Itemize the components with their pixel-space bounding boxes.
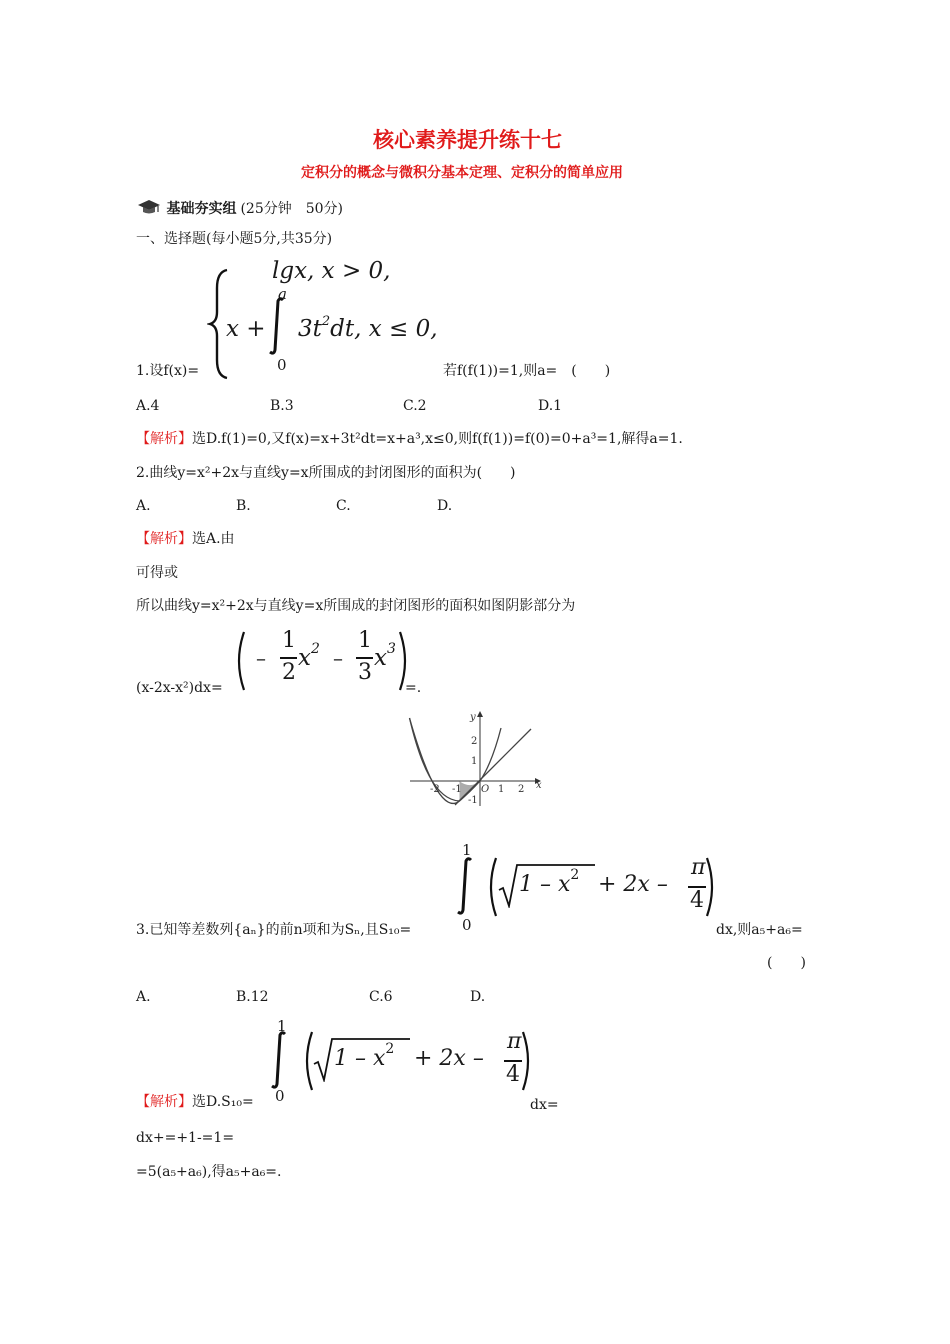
q1-case2-body-text: 3t <box>298 316 322 342</box>
integral-sign-icon <box>268 1030 290 1090</box>
q2-option-b[interactable]: B. <box>236 498 251 514</box>
q3-lparen <box>484 856 498 918</box>
q3-analysis-line3: =5(a₅+a₆),得a₅+a₆=. <box>136 1164 282 1180</box>
q3-paren: ( ) <box>767 955 806 971</box>
q2-left-paren <box>232 630 246 692</box>
q1-analysis <box>136 430 683 448</box>
q2-minus-1: – <box>256 646 266 670</box>
q2-origin: O <box>481 784 490 795</box>
integral-sign-icon <box>454 856 476 916</box>
q3-analysis-dx: dx= <box>530 1097 559 1113</box>
q1-option-b[interactable]: B.3 <box>270 398 294 414</box>
q3-option-b[interactable]: B.12 <box>236 989 269 1005</box>
q2-minus-2: – <box>333 646 343 670</box>
q3-analysis-line2: dx+=+1-=1= <box>136 1130 235 1146</box>
page-subtitle: 定积分的概念与微积分基本定理、定积分的简单应用 <box>301 165 623 181</box>
q2-line2: 可得或 <box>136 565 178 581</box>
q3-a-int-lower: 0 <box>275 1087 285 1105</box>
q2-option-a[interactable]: A. <box>136 498 151 514</box>
q3-analysis <box>136 1093 254 1111</box>
q3-pi: π <box>691 855 706 880</box>
q3-option-a[interactable]: A. <box>136 989 151 1005</box>
q1-option-d[interactable]: D.1 <box>538 398 563 414</box>
q2-expr-suffix: =. <box>405 680 422 696</box>
q2-analysis-tag: 【解析】 <box>136 531 192 547</box>
q2-ytick-neg1: -1 <box>468 795 478 806</box>
q1-case2-pre: x + <box>226 316 266 342</box>
q3-a-sqrt-body-text: 1 – x <box>334 1046 386 1071</box>
q3-option-c[interactable]: C.6 <box>369 989 393 1005</box>
page-title: 核心素养提升练十七 <box>373 127 562 152</box>
q2-frac2-den: 3 <box>358 660 372 685</box>
q2-xtick-neg1: -1 <box>452 784 462 795</box>
q2-frac1-num: 1 <box>282 628 296 653</box>
q2-x2: $x^2$ <box>298 641 320 671</box>
q2-analysis <box>136 530 235 548</box>
integral-sign-icon <box>266 296 288 356</box>
q3-a-pi: π <box>507 1029 522 1054</box>
q3-sqrt-body: $1 - x^2$ <box>519 866 580 897</box>
q3-a-rparen <box>521 1030 535 1092</box>
q3-a-int-upper: 1 <box>277 1017 287 1035</box>
q2-xtick-1: 1 <box>498 784 505 795</box>
q3-four: 4 <box>690 888 704 913</box>
q2-frac2-num: 1 <box>358 628 372 653</box>
q3-rparen <box>705 856 719 918</box>
q3-analysis-tag: 【解析】 <box>136 1094 192 1110</box>
q1-option-c[interactable]: C.2 <box>403 398 427 414</box>
q2-ytick-2: 2 <box>471 736 478 747</box>
section-label: 基础夯实组 <box>166 201 237 217</box>
q1-case2-post: dt, x ≤ 0, <box>330 316 438 342</box>
q2-xtick-2: 2 <box>518 784 525 795</box>
q3-analysis-prefix: 选D.S₁₀= <box>192 1094 254 1110</box>
q1-prefix: 1.设f(x)= <box>136 363 200 379</box>
graduation-cap-icon <box>136 199 162 215</box>
q1-case2-body: $3t^2dt$, x ≤ 0, <box>298 314 438 342</box>
q2-option-d[interactable]: D. <box>437 498 453 514</box>
q2-option-c[interactable]: C. <box>336 498 351 514</box>
q2-frac1-den: 2 <box>282 660 296 685</box>
q1-analysis-text: 选D.f(1)=0,又f(x)=x+3t²dt=x+a³,x≤0,则f(f(1))=f(0)=0+a³=1,解得a=1. <box>192 431 683 447</box>
q3-a-plus-term: + 2x – <box>414 1046 484 1071</box>
part1-heading: 一、选择题(每小题5分,共35分) <box>136 231 333 247</box>
q1-option-a[interactable]: A.4 <box>136 398 160 414</box>
q3-stem-end: dx,则a₅+a₆= <box>716 922 803 938</box>
q2-analysis-text: 选A.由 <box>192 531 235 547</box>
q2-x3: $x^3$ <box>374 641 396 671</box>
q3-option-d[interactable]: D. <box>470 989 486 1005</box>
q1-suffix: 若f(f(1))=1,则a= ( ) <box>443 363 611 379</box>
q1-analysis-tag: 【解析】 <box>136 431 192 447</box>
q3-sqrt-body-text: 1 – x <box>519 872 571 897</box>
q2-y-label: y <box>470 712 476 723</box>
q2-xtick-neg2: -2 <box>430 784 440 795</box>
q2-integral-prefix: (x-2x-x²)dx= <box>136 680 223 696</box>
q2-frac1-bar <box>280 657 297 659</box>
q2-graph <box>400 708 550 808</box>
q1-int-lower: 0 <box>277 356 287 374</box>
q1-int-upper: a <box>278 285 287 303</box>
q1-case1: lgx, x > 0, <box>272 258 391 284</box>
q2-stem: 2.曲线y=x²+2x与直线y=x所围成的封闭图形的面积为( ) <box>136 465 516 481</box>
q3-int-lower: 0 <box>462 916 472 934</box>
q3-plus-term: + 2x – <box>598 872 668 897</box>
section-time: (25分钟 50分) <box>240 201 344 217</box>
q2-ytick-1: 1 <box>471 756 478 767</box>
section-header <box>136 198 343 218</box>
q3-int-upper: 1 <box>462 841 472 859</box>
q3-stem: 3.已知等差数列{aₙ}的前n项和为Sₙ,且S₁₀= <box>136 922 412 938</box>
q2-x-label: x <box>536 780 542 791</box>
q2-line3: 所以曲线y=x²+2x与直线y=x所围成的封闭图形的面积如图阴影部分为 <box>136 598 576 614</box>
q3-a-four: 4 <box>506 1062 520 1087</box>
q3-a-sqrt-body: $1 - x^2$ <box>334 1040 395 1071</box>
q2-frac2-bar <box>356 657 373 659</box>
